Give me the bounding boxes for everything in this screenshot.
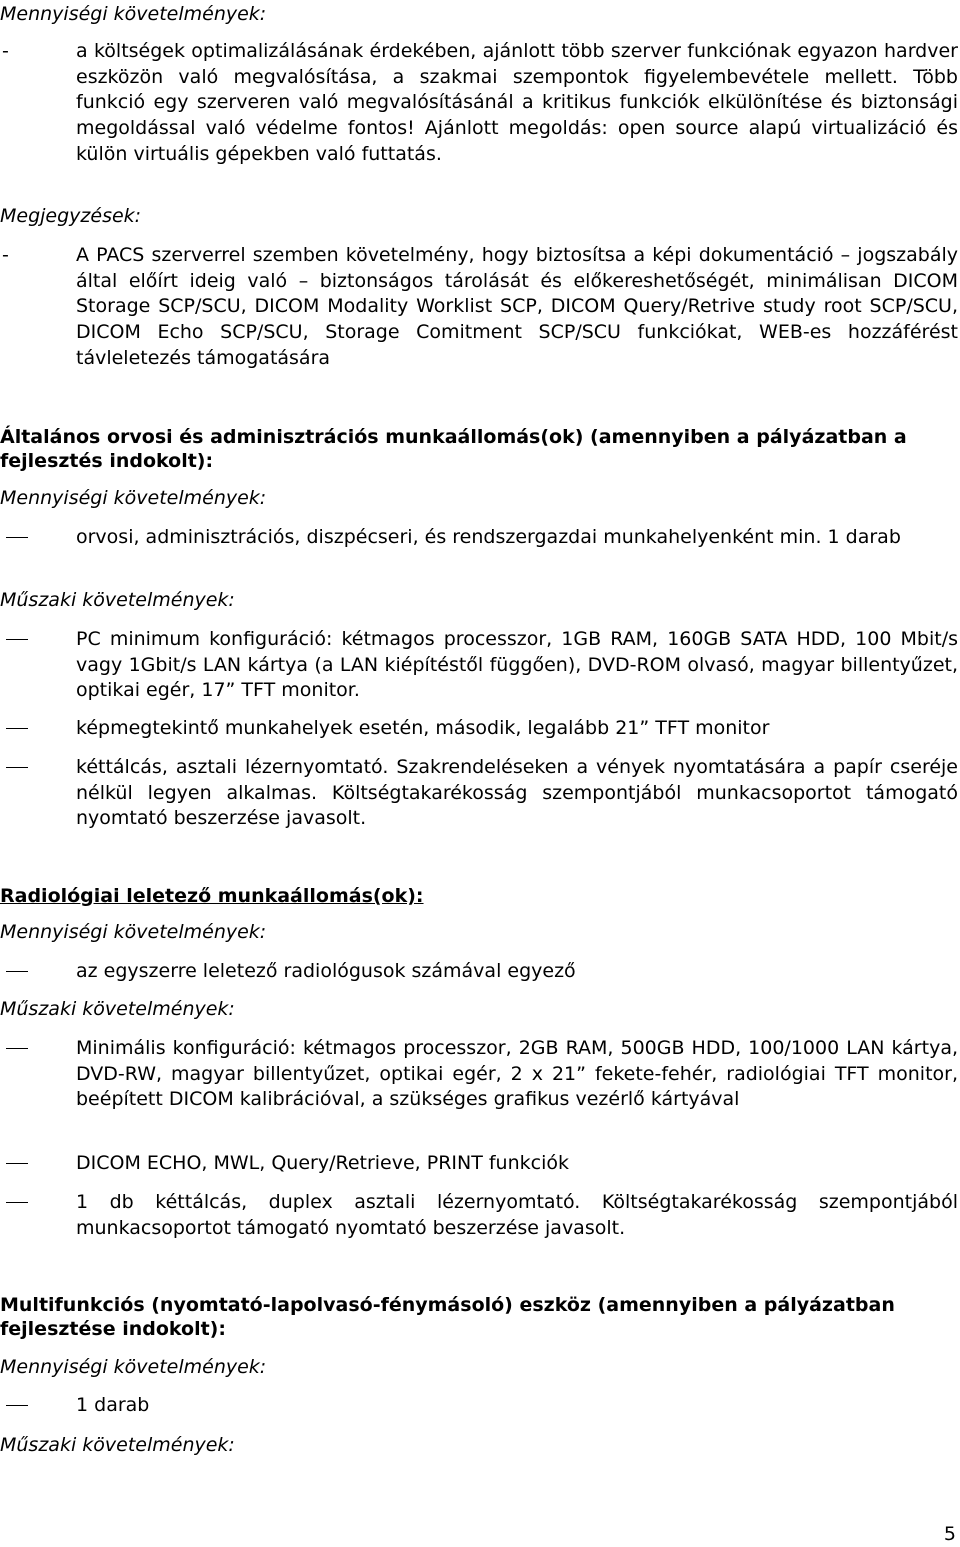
section-heading-radiology-text: Radiológiai leletező munkaállomás(ok): — [0, 885, 424, 907]
quantity-requirements-label: Mennyiségi követelmények: — [0, 1356, 267, 1378]
list-item-text: DICOM ECHO, MWL, Query/Retrieve, PRINT funkciók — [76, 1152, 569, 1174]
list-item — [0, 1190, 958, 1241]
list-item-text: 1 db kéttálcás, duplex asztali lézernyomtató. Költségtakarékosság szempontjából munkacsoportot támogató nyomtató beszerzése javasolt. — [76, 1191, 958, 1239]
quantity-requirements-label: Mennyiségi követelmények: — [0, 487, 267, 509]
list-item — [0, 627, 958, 704]
list-item: - A PACS szerverrel szemben követelmény, hogy biztosítsa a képi dokumentáció – jogszabály által előírt ideig való – biztonságos tárolását és előkereshetőségét, minimálisan DICOM Storage SCP/SCU, DICOM Modality Worklist SCP, DICOM Query/Retrive study root SCP/SCU, DICOM Echo SCP/SCU, Storage Comitment SCP/SCU funkciókat, WEB-es hozzáférést távleletezés támogatására — [0, 243, 958, 372]
quantity-requirements-label: Mennyiségi követelmények: — [0, 3, 267, 25]
list-item-text: kéttálcás, asztali lézernyomtató. Szakrendeléseken a vények nyomtatására a papír cseréje nélkül legyen alkalmas. Költségtakarékosság szempontjából munkacsoportot támogató nyomtató beszerzése javasolt. — [76, 756, 958, 830]
list-item — [0, 1393, 958, 1419]
list-item-text: PC minimum konfiguráció: kétmagos processzor, 1GB RAM, 160GB SATA HDD, 100 Mbit/s vagy 1Gbit/s LAN kártya (a LAN kiépítéstől függően), DVD-ROM olvasó, magyar billentyűzet, optikai egér, 17” TFT monitor. — [76, 628, 958, 702]
page-number: 5 — [943, 1523, 956, 1545]
technical-requirements-label: Műszaki követelmények: — [0, 589, 235, 611]
quantity-requirements-label: Mennyiségi követelmények: — [0, 921, 267, 943]
list-item-text: 1 darab — [76, 1394, 150, 1416]
list-item-text: orvosi, adminisztrációs, diszpécseri, és rendszergazdai munkahelyenként min. 1 darab — [76, 526, 901, 548]
list-item — [0, 755, 958, 832]
section-heading-radiology — [0, 884, 950, 908]
list-item-text: a költségek optimalizálásának érdekében, ajánlott több szerver funkciónak egyazon hardver eszközön való megvalósítása, a szakmai szempontok figyelembevétele mellett. Több funkció egy szerveren való megvalósításánál a kritikus funkciók elkülönítése és biztonsági megoldással való védelme fontos! Ajánlott megoldás: open source alapú virtualizáció és külön virtuális gépekben való futtatás. — [76, 40, 958, 165]
list-item — [0, 525, 958, 551]
list-item: - a költségek optimalizálásának érdekében, ajánlott több szerver funkciónak egyazon hardver eszközön való megvalósítása, a szakmai szempontok figyelembevétele mellett. Több funkció egy szerveren való megvalósításánál a kritikus funkciók elkülönítése és biztonsági megoldással való védelme fontos! Ajánlott megoldás: open source alapú virtualizáció és külön virtuális gépekben való futtatás. — [0, 39, 958, 168]
list-item-text: Minimális konfiguráció: kétmagos processzor, 2GB RAM, 500GB HDD, 100/1000 LAN kártya, DVD-RW, magyar billentyűzet, optikai egér, 2 x 21” fekete-fehér, radiológiai TFT monitor, beépített DICOM kalibrációval, a szükséges grafikus vezérlő kártyával — [76, 1037, 958, 1111]
section-heading-multifunction: Multifunkciós (nyomtató-lapolvasó-fénymásoló) eszköz (amennyiben a pályázatban fejlesztése indokolt): — [0, 1294, 895, 1340]
list-item — [0, 1151, 958, 1177]
notes-label: Megjegyzések: — [0, 205, 142, 227]
technical-requirements-label: Műszaki követelmények: — [0, 1434, 235, 1456]
list-item — [0, 716, 958, 742]
list-item-text: az egyszerre leletező radiológusok számával egyező — [76, 960, 576, 982]
list-item-text: képmegtekintő munkahelyek esetén, második, legalább 21” TFT monitor — [76, 717, 770, 739]
list-item — [0, 1036, 958, 1113]
technical-requirements-label: Műszaki követelmények: — [0, 998, 235, 1020]
section-heading-workstation: Általános orvosi és adminisztrációs munkaállomás(ok) (amennyiben a pályázatban a fejlesztés indokolt): — [0, 426, 907, 472]
list-item-text: A PACS szerverrel szemben követelmény, hogy biztosítsa a képi dokumentáció – jogszabály által előírt ideig való – biztonságos tárolását és előkereshetőségét, minimálisan DICOM Storage SCP/SCU, DICOM Modality Worklist SCP, DICOM Query/Retrive study root SCP/SCU, DICOM Echo SCP/SCU, Storage Comitment SCP/SCU funkciókat, WEB-es hozzáférést távleletezés támogatására — [76, 244, 958, 369]
list-item — [0, 959, 958, 985]
